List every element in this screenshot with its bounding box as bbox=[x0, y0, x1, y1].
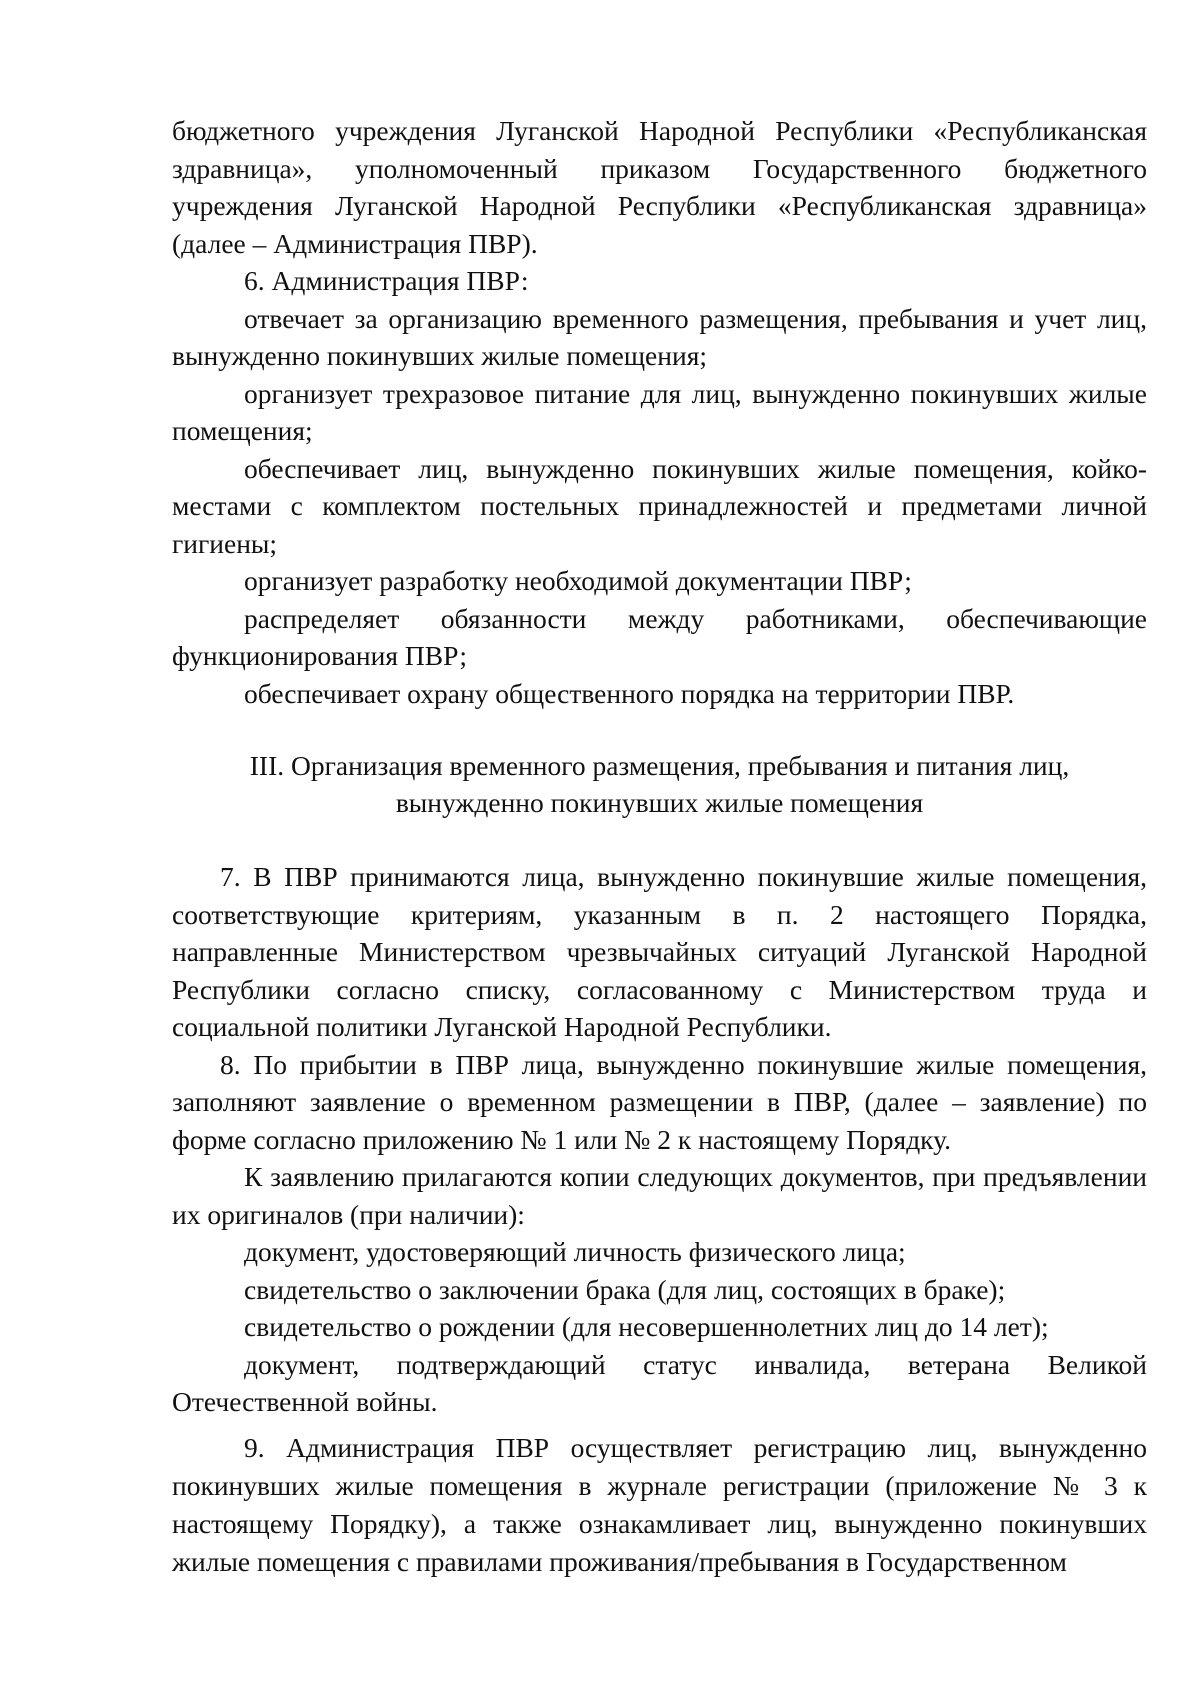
item-8-doc-item: документ, удостоверяющий личность физического лица; bbox=[244, 1236, 906, 1267]
item-9-paragraph: 9. Администрация ПВР осуществляет регистрацию лиц, вынужденно покинувших жилые помещения в журнале регистрации (приложение № 3 к настоящему Порядку), а также ознакамливает лиц, вынужденно покинувших жилые помещения с правилами проживания/пребывания в Государственном bbox=[172, 1431, 1147, 1577]
item-6-list-item: организует трехразовое питание для лиц, вынужденно покинувших жилые помещения; bbox=[172, 377, 1147, 446]
item-6-list-item: организует разработку необходимой документации ПВР; bbox=[244, 565, 912, 596]
section-3-heading-line-2: вынужденно покинувших жилые помещения bbox=[395, 787, 924, 818]
section-3-heading bbox=[172, 747, 1147, 821]
item-8-doc-item: свидетельство о рождении (для несовершеннолетних лиц до 14 лет); bbox=[244, 1311, 1049, 1342]
item-6-list-item: отвечает за организацию временного размещения, пребывания и учет лиц, вынужденно покинувших жилые помещения; bbox=[172, 302, 1147, 371]
item-8-doc-item: документ, подтверждающий статус инвалида, ветерана Великой Отечественной войны. bbox=[172, 1348, 1147, 1417]
document-page bbox=[172, 112, 1147, 1581]
item-6-list-item: обеспечивает лиц, вынужденно покинувших жилые помещения, койко-местами с комплектом постельных принадлежностей и предметами личной гигиены; bbox=[172, 452, 1147, 559]
item-8-paragraph: 8. По прибытии в ПВР лица, вынужденно покинувшие жилые помещения, заполняют заявление о временном размещении в ПВР, (далее – заявление) по форме согласно приложению № 1 или № 2 к настоящему Порядку. bbox=[172, 1048, 1147, 1155]
item-6-list-item: обеспечивает охрану общественного порядка на территории ПВР. bbox=[244, 677, 1015, 709]
intro-paragraph: бюджетного учреждения Луганской Народной Республики «Республиканская здравница», уполномоченный приказом Государственного бюджетного учреждения Луганской Народной Республики «Республиканская здравница» (далее – Администрация ПВР). bbox=[172, 115, 1147, 259]
item-7-paragraph: 7. В ПВР принимаются лица, вынужденно покинувшие жилые помещения, соответствующие критериям, указанным в п. 2 настоящего Порядка, направленные Министерством чрезвычайных ситуаций Луганской Народной Республики согласно списку, согласованному с Министерством труда и социальной политики Луганской Народной Республики. bbox=[172, 861, 1147, 1042]
item-6-title: 6. Администрация ПВР: bbox=[244, 265, 529, 296]
item-8-doc-item: свидетельство о заключении брака (для лиц, состоящих в браке); bbox=[244, 1273, 1006, 1305]
item-6-list-item: распределяет обязанности между работниками, обеспечивающие функционирования ПВР; bbox=[172, 602, 1147, 671]
item-8-attachments-intro: К заявлению прилагаются копии следующих документов, при предъявлении их оригиналов (при наличии): bbox=[172, 1161, 1147, 1230]
section-3-heading-line-1: III. Организация временного размещения, пребывания и питания лиц, bbox=[249, 750, 1070, 781]
